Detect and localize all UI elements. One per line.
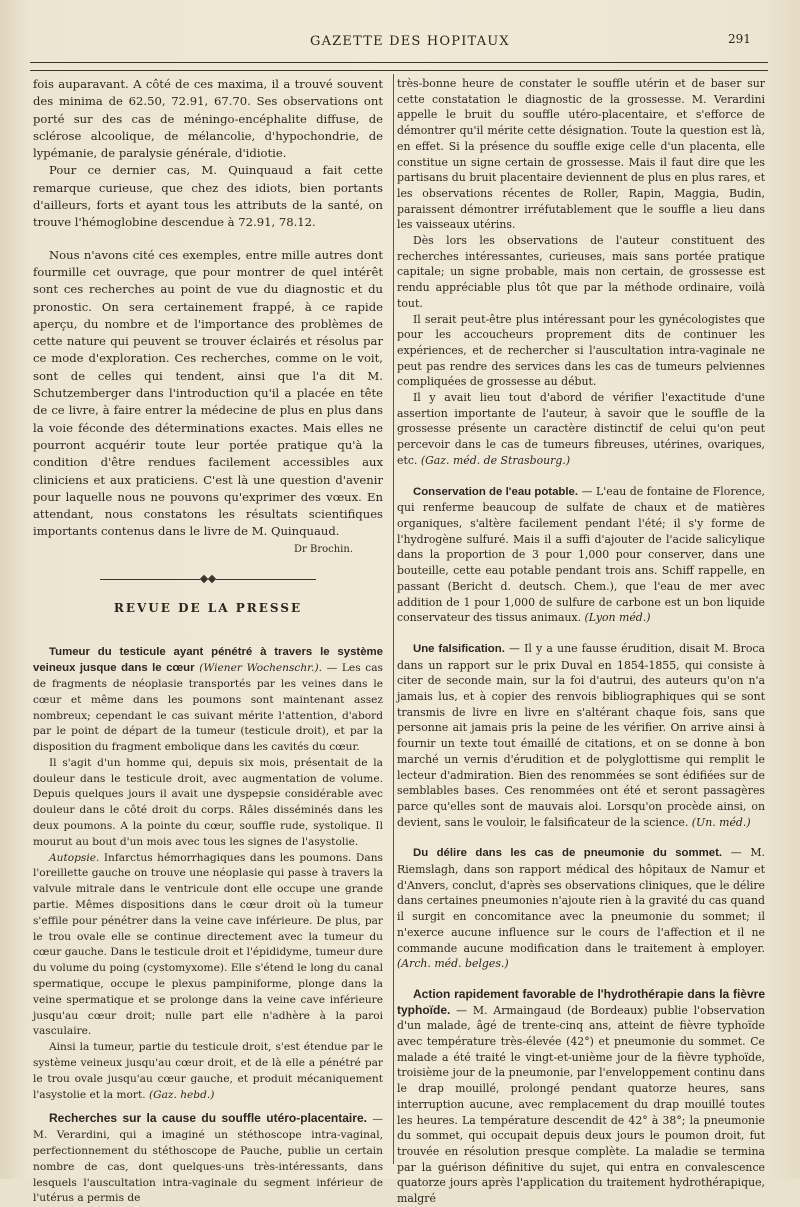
article-source: (Wiener Wochenschr.).	[199, 662, 322, 675]
paragraph: Infarctus hémorrhagiques dans les poumons. Dans l'oreillette gauche on trouve une néoplasie qui passe à travers la valvule mitrale dans le ventricule dont elle occupe une grande partie. Mêmes dispositions dans le cœur droit où la tumeur s'effile pour pénétrer dans la veine cave inférieure. De plus, par le trou ovale elle se continue directement avec la tumeur du cœur gauche. Dans le testicule droit et l'épididyme, tumeur dure du volume du poing (cystomyxome). Elle s'étend le long du canal spermatique, occupe le plexus pampiniforme, plonge dans la veine spermatique et se prolonge dans la veine cave inférieure jusqu'au cœur droit; nulle part elle n'adhère à la paroi vasculaire.	[33, 851, 383, 1038]
article-title: Une falsification.	[413, 642, 505, 655]
left-column	[33, 76, 383, 1207]
paragraph: fois auparavant. A côté de ces maxima, il a trouvé souvent des minima de 62.50, 72.91, 67.70. Ses observations ont porté sur des cas de méningo-encéphalite diffuse, de sclérose alcoolique, de mélancolie, d'hypochondrie, de lypémanie, de paralysie générale, d'idiotie.	[33, 77, 383, 161]
autopsy-label: Autopsie.	[49, 851, 100, 864]
journal-title: GAZETTE DES HOPITAUX	[310, 34, 510, 49]
paragraph: très-bonne heure de constater le souffle utérin et de baser sur cette constatation le diagnostic de la grossesse. M. Verardini appelle le bruit du souffle utéro-placentaire, et s'efforce de démontrer qu'il mérite cette désignation. Toute la question est là, en effet. Si la présence du souffle exige celle d'un placenta, elle constitue un signe certain de grossesse. Mais il faut dire que les partisans du bruit placentaire deviennent de plus en plus rares, et les observations récentes de Roller, Rapin, Maggia, Budin, paraissent démontrer irréfutablement que le souffle a lieu dans les vaisseaux utérins.	[397, 77, 765, 232]
paragraph: Nous n'avons cité ces exemples, entre mille autres dont fourmille cet ouvrage, que pour montrer de quel intérêt sont ces recherches au point de vue du diagnostic et du pronostic. On sera certainement frappé, à ce rapide aperçu, du nombre et de l'importance des problèmes de cette nature qui peuvent se trouver éclairés et résolus par ce mode d'exploration. Ces recherches, comme on le voit, sont de celles qui tendent, ainsi que l'a dit M. Schutzemberger dans l'introduction qu'il a placée en tête de ce livre, à faire entrer la médecine de plus en plus dans la voie féconde des déterminations exactes. Mais elles ne pourront acquérir toute leur portée pratique qu'à la condition d'être rendues facilement accessibles aux cliniciens et aux praticiens. C'est là une question d'avenir pour laquelle nous ne pouvons qu'exprimer des vœux. En attendant, nous constatons les résultats scientifiques importants contenus dans le livre de M. Quinquaud.	[33, 247, 383, 539]
article-title: Recherches sur la cause du souffle utéro-placentaire.	[49, 1111, 367, 1126]
author-signature: Dr Brochin.	[294, 543, 353, 555]
paragraph: Dès lors les observations de l'auteur constituent des recherches intéressantes, curieuses, mais sans portée pratique capitale; un signe probable, mais non certain, de grossesse est rendu appréciable plus tôt que par la méthode ordinaire, voilà tout.	[397, 234, 765, 310]
reference: (Lyon méd.)	[584, 611, 651, 625]
paragraph: — M. Verardini, qui a imaginé un stéthoscope intra-vaginal, perfectionnement du stéthoscope de Pauche, publie un certain nombre de cas, dont quelques-uns très-intéressants, dans lesquels l'auscultation intra-vaginale du segment inférieur de l'utérus a permis de	[33, 1113, 383, 1205]
article-title: Du délire dans les cas de pneumonie du sommet.	[413, 847, 723, 860]
reference: (Arch. méd. belges.)	[397, 957, 509, 971]
reference: (Gaz. méd. de Strasbourg.)	[420, 453, 571, 467]
paragraph: — M. Riemslagh, dans son rapport médical des hôpitaux de Namur et d'Anvers, conclut, d'après ses observations cliniques, que le délire dans certaines pneumonies n'ajoute rien à la gravité du cas quand il surgit en concomitance avec la pneumonie du sommet; il n'exerce aucune influence sur le cours de l'affection et il ne commande aucune modification dans le traitement à employer.	[397, 846, 765, 955]
column-divider	[393, 74, 394, 1164]
separator-ornament	[33, 576, 383, 582]
header-rule	[30, 62, 768, 63]
right-column	[397, 76, 765, 1207]
article-tumeur	[33, 645, 383, 1207]
article-lead: — Les cas de fragments de néoplasie transportés par les veines dans le cœur et même dans les poumons sont maintenant assez nombreux; cependant le cas suivant mérite l'attention, d'abord par le point de départ de la tumeur (testicule droit), et par la disposition du fragment embolique dans les cavités du cœur.	[33, 662, 383, 754]
reference: (Gaz. hebd.)	[148, 1088, 215, 1101]
paragraph: — L'eau de fontaine de Florence, qui renferme beaucoup de sulfate de chaux et de matières organiques, s'altère facilement pendant l'été; il s'y forme de l'hydrogène sulfuré. Mais il a suffi d'ajouter de l'acide salicylique dans la proportion de 3 pour 1,000 pour conserver, dans une bouteille, cette eau potable pendant trois ans. Schiff rappelle, en passant (Bericht d. deutsch. Chem.), que l'eau de mer avec addition de 1 pour 1,000 de sulfure de carbone est un bon liquide conservateur des tissus animaux.	[397, 484, 765, 625]
paragraph: Il serait peut-être plus intéressant pour les gynécologistes que pour les accoucheurs proprement dits de continuer les expériences, et de rechercher si l'auscultation intra-vaginale ne peut pas rendre des services dans les cas de tumeurs pelviennes compliquées de grossesse au début.	[397, 312, 765, 389]
paragraph: Il s'agit d'un homme qui, depuis six mois, présentait de la douleur dans le testicule droit, avec augmentation de volume. Depuis quelques jours il avait une dyspepsie considérable avec douleur dans le côté droit du corps. Râles disséminés dans les deux poumons. A la pointe du cœur, souffle rude, systolique. Il mourut au bout d'un mois avec tous les signes de l'asystolie.	[33, 756, 383, 848]
article-title: Conservation de l'eau potable.	[413, 485, 579, 498]
paragraph: Pour ce dernier cas, M. Quinquaud a fait cette remarque curieuse, que chez des idiots, bien portants d'ailleurs, forts et ayant tous les attributs de la santé, on trouve l'hémoglobine descendue à 72.91, 78.12.	[33, 163, 383, 230]
section-title: REVUE DE LA PRESSE	[113, 601, 303, 616]
paragraph: — Il y a une fausse érudition, disait M. Broca dans un rapport sur le prix Duval en 1854-1855, qui consiste à citer de seconde main, sur la foi d'autrui, des auteurs qu'on n'a jamais lus, et à copier des renvois bibliographiques qui se sont transmis de livre en livre en s'altérant chaque fois, sans que personne ait jamais pris la peine de les vérifier. On arrive ainsi à fournir un texte tout émaillé de citations, et on se donne à bon marché un vernis d'érudition et de polyglottisme qui remplit le lecteur d'admiration. Bien des renommées se sont édifiées sur de semblables bases. Ces renommées ont été et seront passagères parce qu'elles sont de mauvais aloi. Lorsqu'on procède ainsi, on devient, sans le vouloir, le falsificateur de la science.	[397, 641, 765, 829]
paragraph: — M. Armaingaud (de Bordeaux) publie l'observation d'un malade, âgé de trente-cinq ans, atteint de fièvre typhoïde avec température très-élevée (42°) et pneumonie du sommet. Ce malade a été traité le vingt-et-unième jour de la fièvre typhoïde, troisième jour de la pneumonie, par l'enveloppement continu dans le drap mouillé, prolongé pendant quatorze heures, sans interruption aucune, avec remplacement du drap mouillé toutes les heures. La température descendit de 42° à 38°; la pneumonie du sommet, qui occupait depuis deux jours le poumon droit, fut trouvée en résolution presque complète. La maladie se termina par la guérison définitive du sujet, qui entra en convalescence quatorze jours après l'application du traitement hydrothérapique, malgré	[397, 1003, 765, 1206]
article-title: Action rapidement favorable de l'hydrothérapie dans la fièvre typhoïde.	[397, 986, 765, 1017]
reference: (Un. méd.)	[691, 815, 751, 829]
page-number: 291	[728, 32, 751, 46]
paragraph: Il y avait lieu tout d'abord de vérifier l'exactitude d'une assertion importante de l'auteur, à savoir que le souffle de la grossesse présente un caractère distinctif de celui qu'on peut percevoir dans le cas de tumeurs fibreuses, utérines, ovariques, etc.	[397, 391, 765, 467]
article-title: Tumeur du testicule ayant pénétré à travers le système veineux jusque dans le cœur	[33, 646, 383, 675]
paragraph: Ainsi la tumeur, partie du testicule droit, s'est étendue par le système veineux jusqu'au cœur droit, et de là elle a pénétré par le trou ovale jusqu'au cœur gauche, et produit mécaniquement l'asystolie et la mort.	[33, 1041, 383, 1101]
header-rule-double	[30, 70, 768, 71]
